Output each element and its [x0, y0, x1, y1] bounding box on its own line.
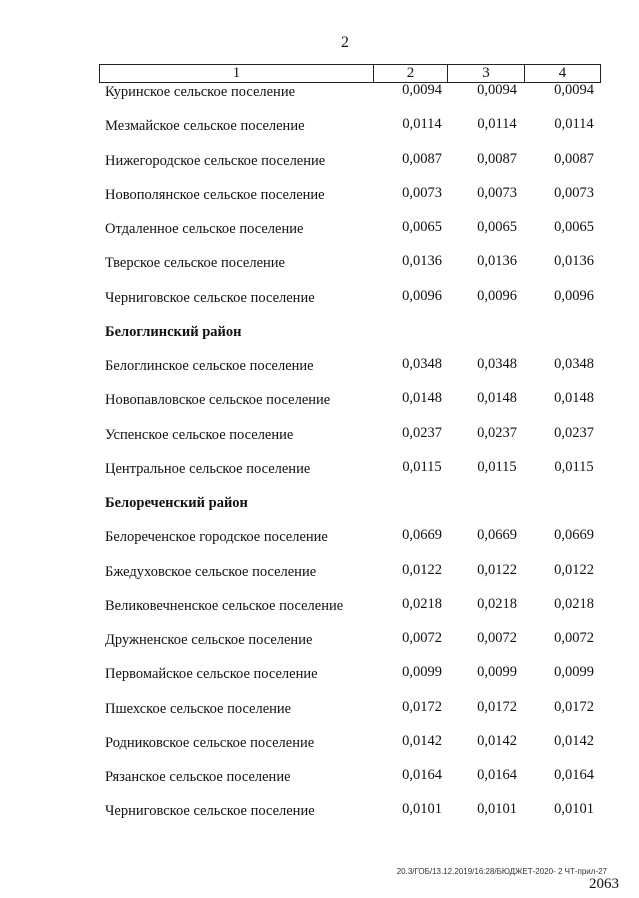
- value-col-4: 0,0115: [554, 458, 594, 475]
- section-heading-row: [0, 495, 639, 529]
- table-body: [0, 84, 639, 838]
- value-col-4: 0,0122: [554, 561, 594, 578]
- value-col-3: 0,0148: [477, 390, 517, 407]
- settlement-name: Белореченское городское поселение: [105, 529, 328, 546]
- table-row: [0, 595, 639, 632]
- table-row: [0, 84, 639, 118]
- footer-page-number: 2063: [589, 876, 619, 892]
- value-col-2: 0,0164: [402, 767, 442, 783]
- value-col-4: 0,0094: [554, 82, 594, 98]
- value-col-3: 0,0073: [477, 184, 517, 201]
- value-col-3: 0,0072: [477, 630, 517, 646]
- value-col-3: 0,0142: [477, 732, 517, 749]
- value-col-4: 0,0096: [554, 287, 594, 304]
- value-col-2: 0,0073: [402, 184, 442, 201]
- value-col-4: 0,0218: [554, 595, 594, 612]
- table-row: [0, 732, 639, 769]
- settlement-name: Куринское сельское поселение: [105, 84, 296, 100]
- value-col-3: 0,0669: [477, 527, 517, 544]
- value-col-2: 0,0072: [402, 630, 442, 646]
- value-col-4: 0,0087: [554, 150, 594, 167]
- settlement-name: Новопавловское сельское поселение: [105, 392, 331, 409]
- settlement-name: Успенское сельское поселение: [105, 426, 294, 443]
- table-row: [0, 698, 639, 735]
- table-row: [0, 255, 639, 289]
- page-number: 2: [341, 34, 349, 51]
- settlement-name: Черниговское сельское поселение: [105, 289, 315, 306]
- value-col-2: 0,0148: [402, 390, 442, 407]
- value-col-4: 0,0101: [554, 801, 594, 818]
- section-heading: Белоглинский район: [105, 323, 242, 340]
- table-row: [0, 118, 639, 152]
- value-col-3: 0,0172: [477, 698, 517, 715]
- settlement-name: Белоглинское сельское поселение: [105, 358, 314, 374]
- value-col-2: 0,0218: [402, 595, 442, 612]
- settlement-name: Центральное сельское поселение: [105, 460, 311, 477]
- value-col-3: 0,0099: [477, 664, 517, 681]
- value-col-2: 0,0348: [402, 356, 442, 372]
- value-col-2: 0,0101: [402, 801, 442, 818]
- header-col-4: 4: [558, 65, 567, 81]
- value-col-4: 0,0114: [554, 116, 594, 133]
- value-col-2: 0,0096: [402, 287, 442, 304]
- value-col-2: 0,0237: [402, 424, 442, 441]
- value-col-4: 0,0099: [554, 664, 594, 681]
- value-col-3: 0,0136: [477, 253, 517, 270]
- settlement-name: Пшехское сельское поселение: [105, 700, 292, 717]
- table-row: [0, 358, 639, 392]
- settlement-name: Отдаленное сельское поселение: [105, 221, 304, 237]
- value-col-3: 0,0237: [477, 424, 517, 441]
- value-col-2: 0,0122: [402, 561, 442, 578]
- value-col-3: 0,0114: [477, 116, 517, 133]
- settlement-name: Новополянское сельское поселение: [105, 186, 325, 203]
- table-row: [0, 221, 639, 255]
- value-col-2: 0,0115: [402, 458, 442, 475]
- value-col-4: 0,0136: [554, 253, 594, 270]
- table-row: [0, 287, 639, 324]
- value-col-3: 0,0115: [477, 458, 517, 475]
- value-col-4: 0,0172: [554, 698, 594, 715]
- value-col-2: 0,0669: [402, 527, 442, 544]
- value-col-2: 0,0087: [402, 150, 442, 167]
- value-col-4: 0,0072: [554, 630, 594, 646]
- header-col-2: 2: [374, 65, 448, 82]
- value-col-2: 0,0094: [402, 82, 442, 98]
- table-row: [0, 666, 639, 700]
- settlement-name: Нижегородское сельское поселение: [105, 152, 326, 169]
- value-col-2: 0,0114: [402, 116, 442, 133]
- section-heading: Белореченский район: [105, 495, 248, 511]
- table-row: [0, 529, 639, 563]
- table-row: [0, 424, 639, 461]
- value-col-3: 0,0122: [477, 561, 517, 578]
- value-col-2: 0,0136: [402, 253, 442, 270]
- settlement-name: Великовечненское сельское поселение: [105, 597, 344, 614]
- value-col-4: 0,0073: [554, 184, 594, 201]
- table-row: [0, 392, 639, 426]
- settlement-name: Родниковское сельское поселение: [105, 734, 315, 751]
- value-col-4: 0,0065: [554, 219, 594, 235]
- value-col-3: 0,0096: [477, 287, 517, 304]
- value-col-2: 0,0099: [402, 664, 442, 681]
- header-col-1: 1: [100, 65, 374, 82]
- settlement-name: Первомайское сельское поселение: [105, 666, 318, 683]
- table-row: [0, 561, 639, 598]
- table-row: [0, 803, 639, 837]
- value-col-3: 0,0065: [477, 219, 517, 235]
- settlement-name: Рязанское сельское поселение: [105, 769, 291, 785]
- table-row: [0, 184, 639, 221]
- value-col-4: 0,0237: [554, 424, 594, 441]
- settlement-name: Тверское сельское поселение: [105, 255, 285, 272]
- table-row: [0, 769, 639, 803]
- value-col-3: 0,0348: [477, 356, 517, 372]
- value-col-4: 0,0142: [554, 732, 594, 749]
- value-col-2: 0,0142: [402, 732, 442, 749]
- value-col-2: 0,0172: [402, 698, 442, 715]
- value-col-4: 0,0164: [554, 767, 594, 783]
- table-header: [99, 64, 601, 83]
- value-col-2: 0,0065: [402, 219, 442, 235]
- table-row: [0, 458, 639, 495]
- value-col-4: 0,0148: [554, 390, 594, 407]
- table-row: [0, 632, 639, 666]
- value-col-4: 0,0348: [554, 356, 594, 372]
- table-row: [0, 150, 639, 187]
- settlement-name: Черниговское сельское поселение: [105, 803, 315, 820]
- value-col-3: 0,0101: [477, 801, 517, 818]
- value-col-3: 0,0094: [477, 82, 517, 98]
- value-col-3: 0,0164: [477, 767, 517, 783]
- settlement-name: Мезмайское сельское поселение: [105, 118, 305, 135]
- section-heading-row: [0, 324, 639, 358]
- document-code: 20.3/ГОБ/13.12.2019/16:28/БЮДЖЕТ-2020- 2 ЧТ-прил-27: [396, 867, 607, 876]
- settlement-name: Дружненское сельское поселение: [105, 632, 313, 648]
- settlement-name: Бжедуховское сельское поселение: [105, 563, 317, 580]
- value-col-3: 0,0218: [477, 595, 517, 612]
- header-col-3: 3: [448, 65, 525, 82]
- value-col-3: 0,0087: [477, 150, 517, 167]
- value-col-4: 0,0669: [554, 527, 594, 544]
